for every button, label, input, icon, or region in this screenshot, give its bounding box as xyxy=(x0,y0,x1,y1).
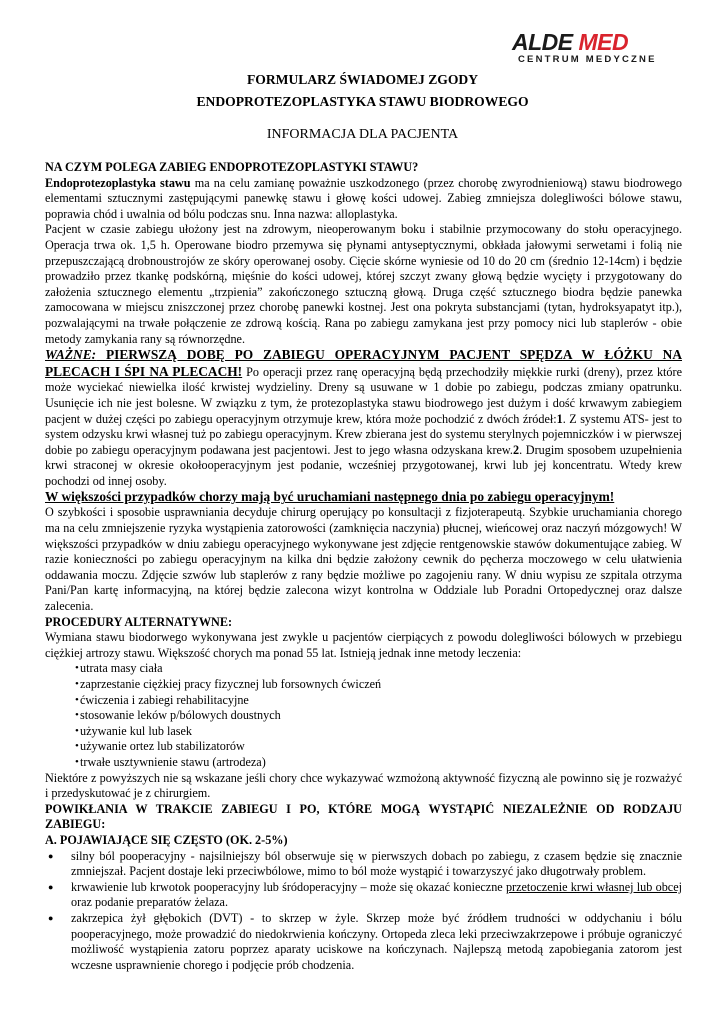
list-item: • używanie kul lub lasek xyxy=(45,724,682,740)
paragraph-operation: Pacjent w czasie zabiegu ułożony jest na zdrowym, nieoperowanym boku i stabilnie przymocowany do stołu operacyjnego. Operacja trwa ok. 1,5 h. Operowane biodro przemywa się płynami antyseptycznymi, obkłada jałowymi serwetami i folią nie przepuszczającą drobnoustrojów ze skóry operowanej osoby. Cięcie skórne wyniesie od 10 do 20 cm (średnio 12-14cm) i będzie prowadziło przez tkankę podskórną, mięśnie do kości udowej, której szczyt zwany głową będzie wycięty i przygotowany do założenia sztucznego elementu „trzpienia” zakończonego sztuczną głową. Druga część sztucznego biodra będzie panewka zamocowana w miejscu zniszczonej przez chorobę panewki kostnej. Jest ona pokryta substancjami (tytan, hydroksyapatyt itp.), pozwalającymi na trwałe połączenie ze zdrową kością. Rana po zabiegu zamykana jest przy pomocy nici lub staplerów - obie metody zamykania rany są równorzędne. xyxy=(45,222,682,346)
paragraph-postop xyxy=(45,347,682,489)
source-number-2: 2 xyxy=(512,442,520,457)
source-number-1: 1 xyxy=(556,411,563,426)
logo-wordmark xyxy=(512,30,662,54)
clinic-logo xyxy=(512,30,662,70)
alternatives-list xyxy=(45,661,682,770)
list-item: • trwałe usztywnienie stawu (artrodeza) xyxy=(45,755,682,771)
list-item: • ćwiczenia i zabiegi rehabilitacyjne xyxy=(45,693,682,709)
term-bold: Endoprotezoplastyka stawu xyxy=(45,175,191,190)
form-subtitle: ENDOPROTEZOPLASTYKA STAWU BIODROWEGO xyxy=(196,94,529,109)
mobilization-notice: W większości przypadków chorzy mają być uruchamiani następnego dnia po zabiegu operacyjnym! xyxy=(45,489,615,505)
form-title: FORMULARZ ŚWIADOMEJ ZGODY xyxy=(246,72,479,87)
definition-text: ma na celu zamianę poważnie uszkodzonego (przez chorobę zwyrodnieniową) stawu biodrowego elementami sztucznymi zastępującymi panewkę stawu i głowę kości udowej. Zabieg zmniejsza dolegliwości bólowe stawu, poprawia chód i uwalnia od bólu podczas snu. Inna nazwa: alloplastyka. xyxy=(45,175,682,221)
important-label: WAŻNE: xyxy=(45,347,97,363)
document-body xyxy=(45,160,682,973)
list-item: ● zakrzepica żył głębokich (DVT) - to skrzep w żyle. Skrzep może być źródłem trudności w oddychaniu i bólu pooperacyjnego, może prowadzić do niedokrwienia kończyny. Ortopeda zleca leki przeciwzakrzepowe i próbuje ograniczyć możliwość wystąpienia zatoru poprzez aparaty uciskowe na kończynach. Najlepszą metodą zapobiegania zatorom jest wczesne usprawnienie chorego i podjęcie prób chodzenia. xyxy=(45,911,682,973)
complications-subheading: A. POJAWIAJĄCE SIĘ CZĘSTO (OK. 2-5%) xyxy=(45,832,288,847)
section-heading-complications: POWIKŁANIA W TRAKCIE ZABIEGU I PO, KTÓRE MOGĄ WYSTĄPIĆ NIEZALEŻNIE OD RODZAJU ZABIEGU: xyxy=(45,801,682,832)
list-item: • utrata masy ciała xyxy=(45,661,682,677)
bleeding-text-a: krwawienie lub krwotok pooperacyjny lub śródoperacyjny – może się okazać konieczne xyxy=(71,879,506,894)
postop-text-b: . Z systemu ATS- jest to system odzysku krwi własnej tuż po zabiegu operacyjnym. Krew zbierana jest do systemu sterylnych pojemniczków i w pierwszej dobie po zabiegu operacyjnym podawana jest pacjentowi. Jest to jego własna odzyskana krew. xyxy=(45,411,682,457)
logo-text-alde: ALDE xyxy=(512,29,573,55)
info-heading: INFORMACJA DLA PACJENTA xyxy=(266,127,459,142)
list-item: • używanie ortez lub stabilizatorów xyxy=(45,739,682,755)
list-item: • stosowanie leków p/bólowych doustnych xyxy=(45,708,682,724)
list-item: ● silny ból pooperacyjny - najsilniejszy ból obserwuje się w pierwszych dobach po zabiegu, z czasem będzie się znacznie zmniejszał. Pacjent dostaje leki przeciwbólowe, mimo to ból może wystąpić i towarzyszyć jako długotrwały problem. xyxy=(45,849,682,880)
bleeding-text-b: oraz podanie preparatów żelaza. xyxy=(71,895,228,910)
paragraph-rehabilitation: O szybkości i sposobie usprawniania decyduje chirurg operujący po konsultacji z fizjoterapeutą. Szybkie uruchamiania chorego ma na celu zmniejszenie ryzyka wystąpienia zatorowości (zamknięcia naczynia) płucnej, wieńcowej oraz naczyń mózgowych! W większości przypadków w dniu zabiegu operacyjnego wykonywane jest zdjęcie rentgenowskie stawów dokumentujące zabieg. W razie konieczności po zabiegu operacyjnym na kilka dni będzie założony cewnik do pęcherza moczowego w celu ułatwienia oddawania moczu. Zdjęcie szwów lub staplerów z rany będzie możliwe po zagojeniu rany. W dniu wypisu ze szpitala otrzyma Pani/Pan kartę informacyjną, na której będzie zalecona wizyt kontrolna w Oddziale lub Poradni Ortopedycznej oraz dalsze zalecenia. xyxy=(45,505,682,614)
section-heading-procedure: NA CZYM POLEGA ZABIEG ENDOPROTEZOPLASTYKI STAWU? xyxy=(45,160,419,174)
important-text: PIERWSZĄ DOBĘ PO ZABIEGU OPERACYJNYM PACJENT SPĘDZA W ŁÓŻKU NA PLECACH I ŚPI NA PLECACH! xyxy=(45,347,682,379)
paragraph-definition xyxy=(45,176,682,223)
transfusion-underlined: przetoczenie krwi własnej lub obcej xyxy=(505,879,682,894)
paragraph-alternatives-intro: Wymiana stawu biodorwego wykonywana jest zwykle u pacjentów cierpiących z powodu dolegliwości bólowych w przebiegu ciężkiej artrozy stawu. Większość chorych ma ponad 55 lat. Istnieją jednak inne metody leczenia: xyxy=(45,630,682,660)
paragraph-alternatives-outro: Niektóre z powyższych nie są wskazane jeśli chory chce wykazywać wzmożoną aktywność fizyczną ale powinno się je rozważyć i przedyskutować je z chirurgiem. xyxy=(45,770,682,801)
list-item: • zaprzestanie ciężkiej pracy fizycznej lub forsownych ćwiczeń xyxy=(45,677,682,693)
list-item xyxy=(45,880,682,911)
logo-text-med: MED xyxy=(578,29,629,55)
section-heading-alternatives: PROCEDURY ALTERNATYWNE: xyxy=(45,614,233,629)
logo-subtitle: CENTRUM MEDYCZNE xyxy=(518,54,657,65)
complications-list xyxy=(45,849,682,974)
postop-text-c: . Drugim sposobem uzupełnienia krwi straconej w okresie okołooperacyjnym jest podanie, wcześniej przygotowanej, krwi lub jej koncentratu. Wtedy krew pochodzi od innej osoby. xyxy=(45,442,682,488)
postop-text-a: Po operacji przez ranę operacyjną będą przechodziły miękkie rurki (dreny), przez które może wyciekać niewielka ilość krwistej wydzieliny. Dreny są usuwane w 1 dobie po zabiegu, podczas zmiany opatrunku. Usunięcie ich nie jest bolesne. W związku z tym, że protezoplastyka stawu biodrowego jest dużym i dość krwawym zabiegiem pacjent w dużej części po zabiegu operacyjnym otrzymuje krew, która może pochodzić z dwóch źródeł: xyxy=(45,364,682,426)
